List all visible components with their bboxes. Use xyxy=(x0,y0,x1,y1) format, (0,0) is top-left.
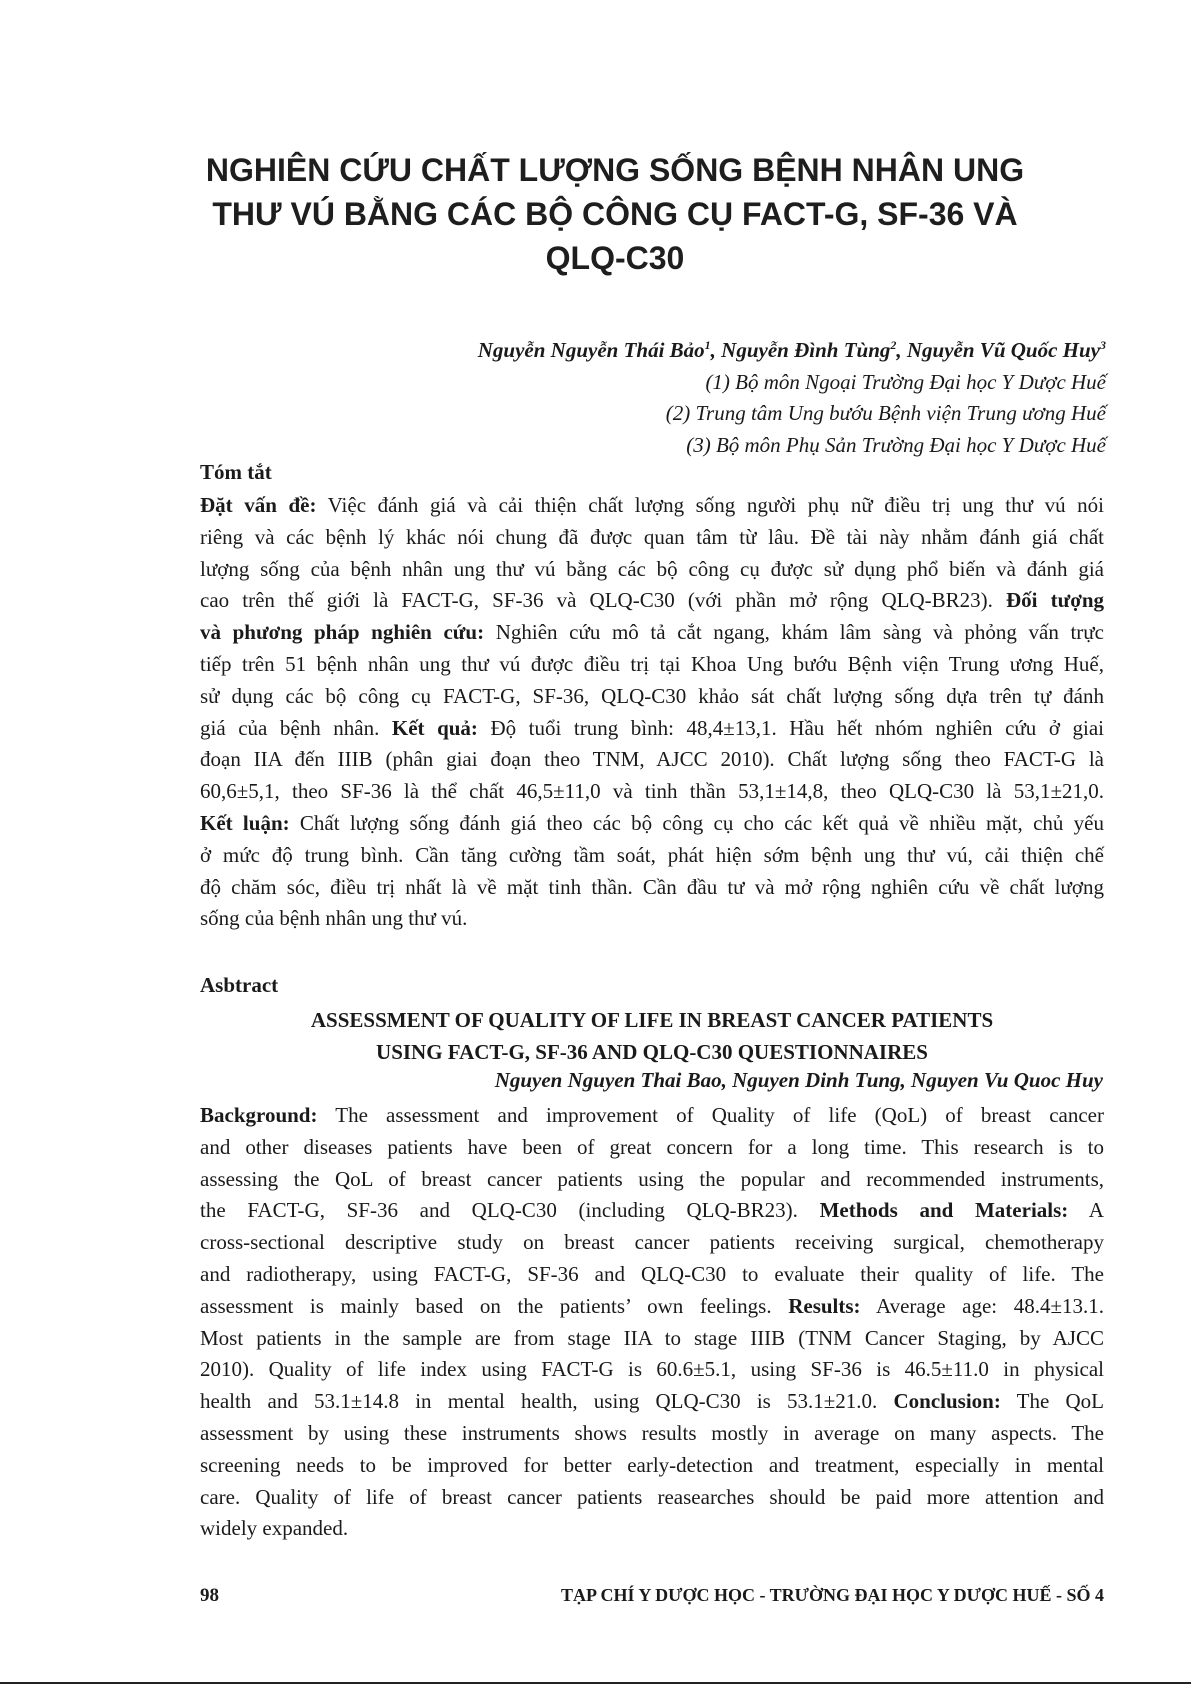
bold-label: Methods and Materials: xyxy=(819,1198,1069,1223)
text-run: tiếp trên 51 bệnh nhân ung thư vú được điều trị tại Khoa Ung bướu Bệnh viện Trung ương Huế, xyxy=(200,651,1104,676)
page-number: 98 xyxy=(200,1585,219,1606)
text-line xyxy=(200,1386,1104,1418)
text-line xyxy=(200,1323,1104,1355)
text-run: Độ tuổi trung bình: 48,4±13,1. Hầu hết nhóm nghiên cứu ở giai xyxy=(477,715,1104,740)
bold-label: và phương pháp nghiên cứu: xyxy=(200,620,485,645)
text-run: ở mức độ trung bình. Cần tăng cường tầm soát, phát hiện sớm bệnh ung thư vú, cải thiện chế xyxy=(200,842,1104,867)
summary-heading: Tóm tắt xyxy=(200,460,272,484)
text-run: đoạn IIA đến IIIB (phân giai đoạn theo TNM, AJCC 2010). Chất lượng sống theo FACT-G là xyxy=(200,747,1104,772)
affiliation: (3) Bộ môn Phụ Sản Trường Đại học Y Dược Huế xyxy=(686,432,1106,457)
text-run: assessment by using these instruments shows results mostly in average on many aspects. The xyxy=(200,1420,1104,1445)
summary-body xyxy=(200,490,1104,935)
bold-label: Background: xyxy=(200,1103,318,1127)
text-run: Việc đánh giá và cải thiện chất lượng sống người phụ nữ điều trị ung thư vú nói xyxy=(316,493,1104,517)
text-run: health and 53.1±14.8 in mental health, using QLQ-C30 is 53.1±21.0. xyxy=(200,1389,894,1414)
text-line xyxy=(200,744,1104,776)
text-line xyxy=(200,617,1104,649)
text-line xyxy=(200,1164,1104,1196)
text-run: cao trên thế giới là FACT-G, SF-36 và QLQ-C30 (với phần mở rộng QLQ-BR23). xyxy=(200,588,1006,613)
text-run: cross-sectional descriptive study on breast cancer patients receiving surgical, chemotherapy xyxy=(200,1230,1104,1255)
author-name: Nguyễn Đình Tùng xyxy=(721,338,891,362)
text-line xyxy=(200,1450,1104,1482)
journal-name: TẠP CHÍ Y DƯỢC HỌC - TRƯỜNG ĐẠI HỌC Y DƯỢC HUẾ - SỐ 4 xyxy=(560,1585,1104,1605)
abstract-title-line: ASSESSMENT OF QUALITY OF LIFE IN BREAST CANCER PATIENTS xyxy=(310,1008,994,1032)
abstract-title xyxy=(200,1004,1104,1068)
text-line xyxy=(200,872,1104,904)
text-run: and radiotherapy, using FACT-G, SF-36 and QLQ-C30 to evaluate their quality of life. The xyxy=(200,1261,1104,1286)
text-run: Chất lượng sống đánh giá theo các bộ công cụ cho các kết quả về nhiều mặt, chủ yếu xyxy=(289,810,1104,835)
text-run: A xyxy=(1068,1198,1104,1223)
bold-label: Kết luận: xyxy=(200,810,290,835)
paper-title xyxy=(180,148,1050,280)
text-line xyxy=(200,1132,1104,1164)
title-line: QLQ-C30 xyxy=(545,240,685,276)
author-name: Nguyễn Nguyễn Thái Bảo xyxy=(477,338,705,362)
author-sup: 3 xyxy=(1100,338,1106,352)
text-run: The assessment and improvement of Quality of life (QoL) of breast cancer xyxy=(317,1103,1104,1127)
text-run: 60,6±5,1, theo SF-36 là thể chất 46,5±11,0 và tinh thần 53,1±14,8, theo QLQ-C30 là 53,1±21,0. xyxy=(200,779,1104,804)
author-block xyxy=(478,330,1106,461)
text-run: riêng và các bệnh lý khác nói chung đã được quan tâm từ lâu. Đề tài này nhằm đánh giá chất xyxy=(200,524,1104,549)
abstract-heading: Asbtract xyxy=(200,973,279,997)
text-line xyxy=(200,1354,1104,1386)
bold-label: Đặt vấn đề: xyxy=(200,493,317,517)
text-run: The QoL xyxy=(1000,1389,1104,1414)
abstract-body xyxy=(200,1100,1104,1545)
title-line: NGHIÊN CỨU CHẤT LƯỢNG SỐNG BỆNH NHÂN UNG xyxy=(205,152,1025,188)
affiliation: (2) Trung tâm Ung bướu Bệnh viện Trung ương Huế xyxy=(665,401,1106,425)
abstract-title-line: USING FACT-G, SF-36 AND QLQ-C30 QUESTIONNAIRES xyxy=(376,1040,928,1064)
text-line xyxy=(200,1418,1104,1450)
author-sup: 1 xyxy=(704,338,711,352)
text-line xyxy=(200,903,1104,935)
text-line xyxy=(200,1482,1104,1514)
text-run: 2010). Quality of life index using FACT-G is 60.6±5.1, using SF-36 is 46.5±11.0 in physical xyxy=(200,1357,1104,1382)
text-run: the FACT-G, SF-36 and QLQ-C30 (including QLQ-BR23). xyxy=(200,1198,820,1223)
affiliation: (1) Bộ môn Ngoại Trường Đại học Y Dược Huế xyxy=(705,369,1106,394)
text-run: độ chăm sóc, điều trị nhất là về mặt tinh thần. Cần đầu tư và mở rộng nghiên cứu về chất lượng xyxy=(200,874,1104,899)
bold-label: Conclusion: xyxy=(893,1389,1001,1414)
text-line xyxy=(200,522,1104,554)
text-run: Most patients in the sample are from stage IIA to stage IIIB (TNM Cancer Staging, by AJCC xyxy=(200,1325,1104,1350)
text-run: Average age: 48.4±13.1. xyxy=(860,1293,1105,1318)
text-run: sử dụng các bộ công cụ FACT-G, SF-36, QLQ-C30 khảo sát chất lượng sống dựa trên tự đánh xyxy=(200,683,1104,708)
text-line xyxy=(200,1513,1104,1545)
text-line xyxy=(200,840,1104,872)
text-run: care. Quality of life of breast cancer patients reasearches should be paid more attention and xyxy=(200,1484,1104,1509)
text-line xyxy=(200,681,1104,713)
text-run: assessment is mainly based on the patients’ own feelings. xyxy=(200,1293,789,1318)
text-line xyxy=(200,1100,1104,1132)
text-line xyxy=(200,776,1104,808)
text-run: Nghiên cứu mô tả cắt ngang, khám lâm sàng và phỏng vấn trực xyxy=(484,620,1105,645)
text-run: and other diseases patients have been of great concern for a long time. This research is to xyxy=(200,1134,1104,1159)
text-line xyxy=(200,490,1104,522)
text-line xyxy=(200,808,1104,840)
text-line xyxy=(200,1227,1104,1259)
text-run: assessing the QoL of breast cancer patients using the popular and recommended instruments, xyxy=(200,1166,1104,1191)
bottom-border xyxy=(0,1682,1191,1684)
text-run: sống của bệnh nhân ung thư vú. xyxy=(200,906,468,931)
author-names: Nguyễn Nguyễn Thái Bảo$^1$, Nguyễn Đình Tùng$^2$, Nguyễn Vũ Quốc Huy$^3$ xyxy=(477,338,1106,362)
text-run: lượng sống của bệnh nhân ung thư vú bằng các bộ công cụ được sử dụng phổ biến và đánh giá xyxy=(200,556,1104,581)
text-line xyxy=(200,713,1104,745)
text-line xyxy=(200,1291,1104,1323)
text-run: screening needs to be improved for better early-detection and treatment, especially in mental xyxy=(200,1452,1104,1477)
text-run: widely expanded. xyxy=(200,1516,349,1541)
text-line xyxy=(200,1259,1104,1291)
abstract-authors: Nguyen Nguyen Thai Bao, Nguyen Dinh Tung, Nguyen Vu Quoc Huy xyxy=(494,1068,1103,1092)
title-line: THƯ VÚ BẰNG CÁC BỘ CÔNG CỤ FACT-G, SF-36 VÀ xyxy=(212,196,1018,232)
text-line xyxy=(200,649,1104,681)
bold-label: Đối tượng xyxy=(1005,588,1104,613)
bold-label: Results: xyxy=(788,1293,861,1318)
text-line xyxy=(200,1195,1104,1227)
bold-label: Kết quả: xyxy=(391,715,478,740)
text-line xyxy=(200,554,1104,586)
author-sup: 2 xyxy=(890,338,897,352)
text-line xyxy=(200,585,1104,617)
text-run: giá của bệnh nhân. xyxy=(200,715,392,740)
author-name: Nguyễn Vũ Quốc Huy xyxy=(906,338,1100,362)
